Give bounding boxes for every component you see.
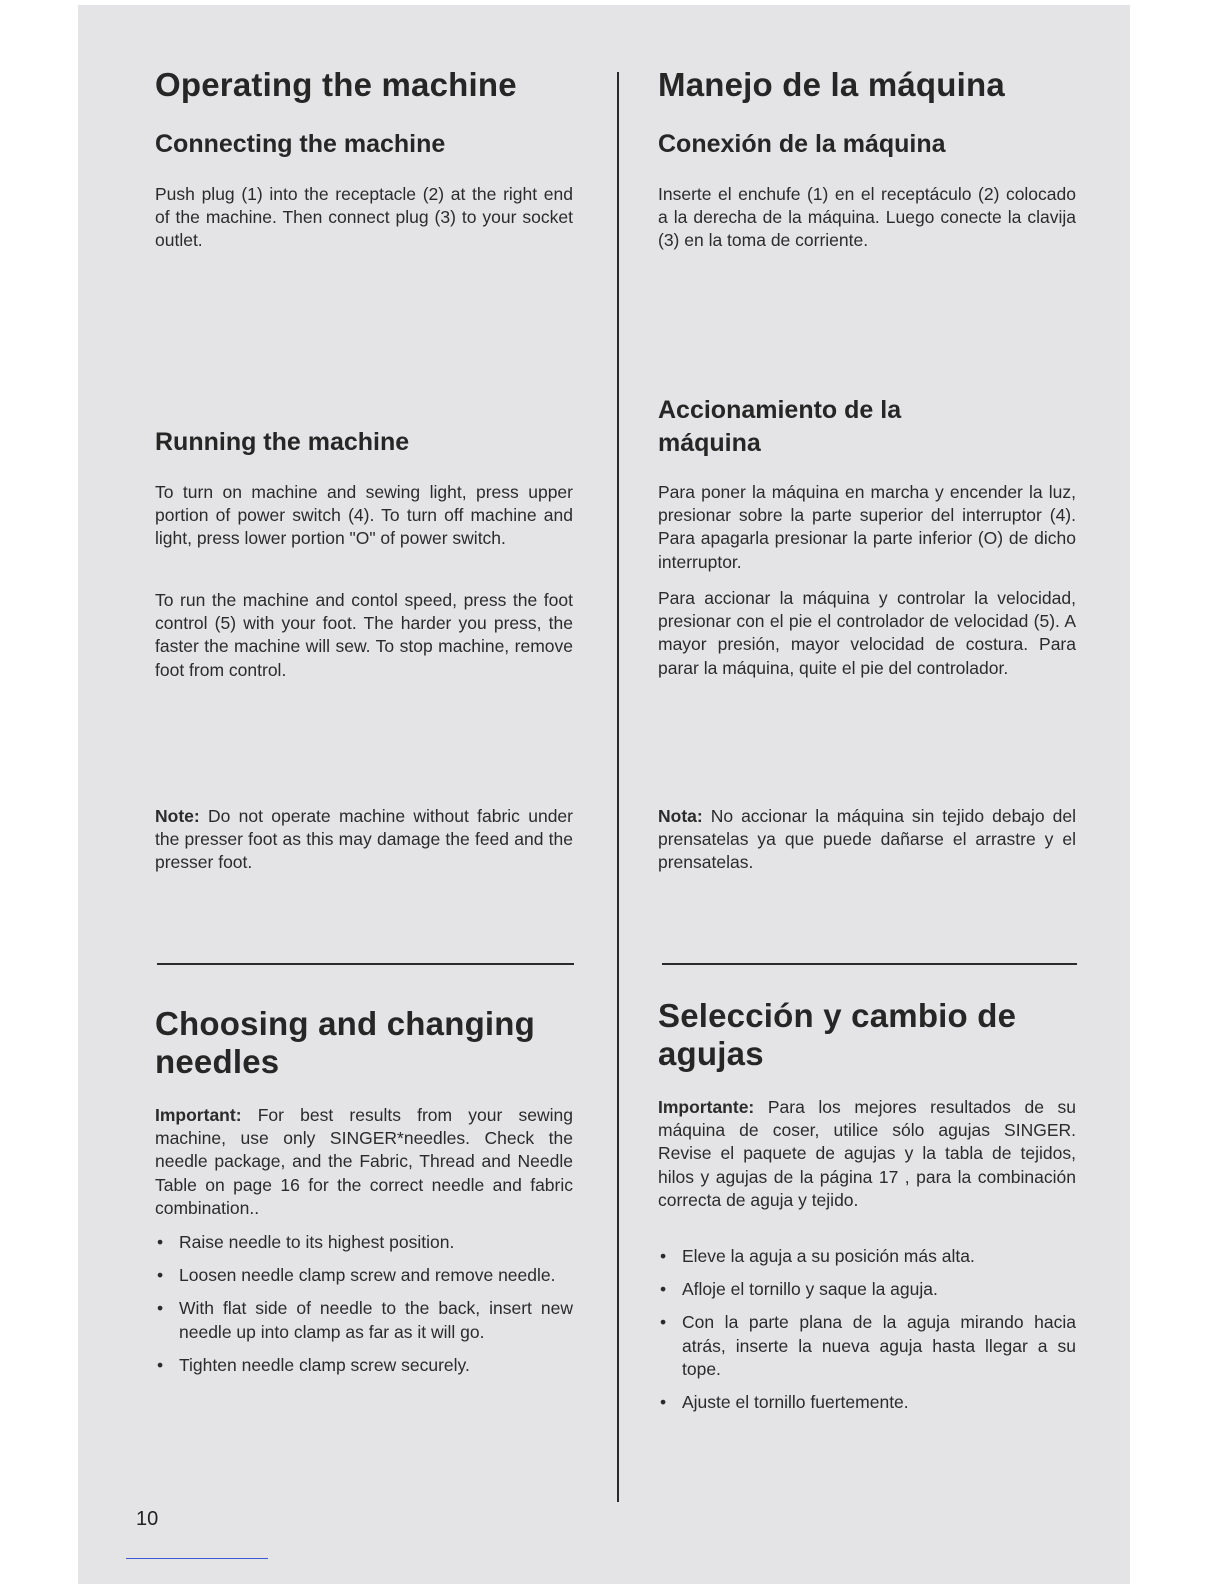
importante-label: Importante: xyxy=(658,1097,755,1117)
important-es xyxy=(658,1096,1076,1212)
bullet-icon: • xyxy=(157,1232,164,1252)
column-divider xyxy=(617,72,619,1502)
bullet-icon: • xyxy=(660,1279,667,1300)
text-accionamiento-1: Para poner la máquina en marcha y encender la luz, presionar sobre la parte superior del interruptor (4). Para apagarla presionar la parte inferior (O) de dicho interruptor. xyxy=(658,482,1076,572)
heading-needles: Choosing and changing needles xyxy=(155,1005,536,1080)
step-text: Ajuste el tornillo fuertemente. xyxy=(682,1392,909,1413)
important-text: For best results from your sewing machine, use only SINGER*needles. Check the needle package, and the Fabric, Thread and Needle Table on page 16 for the correct needle and fabric combination.. xyxy=(155,1105,573,1218)
note-text: Do not operate machine without fabric under the presser foot as this may damage the feed and the presser foot. xyxy=(155,806,573,873)
heading-running: Running the machine xyxy=(155,428,410,456)
step-text: Con la parte plana de la aguja mirando hacia atrás, inserte la nueva aguja hasta llegar a su tope. xyxy=(682,1312,1076,1379)
needle-steps-es xyxy=(658,1245,1076,1414)
heading-agujas: Selección y cambio de agujas xyxy=(658,997,1017,1072)
bullet-icon: • xyxy=(660,1312,667,1333)
bullet-icon: • xyxy=(157,1298,164,1319)
step-text: Afloje el tornillo y saque la aguja. xyxy=(682,1279,938,1300)
footer-link-line xyxy=(126,1558,268,1559)
list-item xyxy=(155,1297,573,1343)
step-text: Tighten needle clamp screw securely. xyxy=(179,1354,470,1375)
step-text: Loosen needle clamp screw and remove needle. xyxy=(179,1265,556,1286)
section-rule-right xyxy=(662,963,1077,965)
note-es xyxy=(658,805,1076,875)
important-label: Important: xyxy=(155,1105,242,1125)
page-number: 10 xyxy=(136,1508,159,1530)
list-item xyxy=(155,1264,573,1287)
list-item xyxy=(155,1354,573,1377)
bullet-icon: • xyxy=(660,1246,667,1266)
heading-connecting: Connecting the machine xyxy=(155,130,446,158)
list-item xyxy=(658,1311,1076,1381)
title-operating: Operating the machine xyxy=(155,66,517,103)
bullet-icon: • xyxy=(157,1265,164,1286)
step-text: Raise needle to its highest position. xyxy=(179,1232,455,1252)
list-item xyxy=(658,1245,1076,1268)
heading-accionamiento: Accionamiento de la máquina xyxy=(658,396,902,457)
list-item xyxy=(658,1278,1076,1301)
step-text: With flat side of needle to the back, insert new needle up into clamp as far as it will go. xyxy=(179,1298,573,1342)
list-item xyxy=(658,1391,1076,1414)
bullet-icon: • xyxy=(157,1354,164,1375)
note-en xyxy=(155,805,573,875)
list-item xyxy=(155,1231,573,1254)
text-conexion: Inserte el enchufe (1) en el receptáculo (2) colocado a la derecha de la máquina. Luego conecte la clavija (3) en la toma de corriente. xyxy=(658,184,1076,251)
needle-steps-en xyxy=(155,1231,573,1377)
nota-label: Nota: xyxy=(658,806,703,826)
importante-text: Para los mejores resultados de su máquina de coser, utilice sólo agujas SINGER. Revise el paquete de agujas y la tabla de tejidos, hilos y agujas de la página 17 , para la combinación correcta de aguja y tejido. xyxy=(658,1097,1077,1210)
nota-text: No accionar la máquina sin tejido debajo del prensatelas ya que puede dañarse el arrastre y el prensatelas. xyxy=(658,806,1076,873)
text-running-2: To run the machine and contol speed, press the foot control (5) with your foot. The harder you press, the faster the machine will sew. To stop machine, remove foot from control. xyxy=(155,590,573,680)
text-accionamiento-2: Para accionar la máquina y controlar la velocidad, presionar con el pie el controlador de velocidad (5). A mayor presión, mayor velocidad de costura. Para parar la máquina, quite el pie del controlador. xyxy=(658,588,1076,678)
important-en xyxy=(155,1104,573,1220)
bullet-icon: • xyxy=(660,1392,667,1413)
note-label: Note: xyxy=(155,806,200,826)
heading-conexion: Conexión de la máquina xyxy=(658,130,946,158)
step-text: Eleve la aguja a su posición más alta. xyxy=(682,1246,975,1266)
text-running-1: To turn on machine and sewing light, press upper portion of power switch (4). To turn off machine and light, press lower portion "O" of power switch. xyxy=(155,482,573,549)
section-rule-left xyxy=(157,963,574,965)
title-manejo: Manejo de la máquina xyxy=(658,66,1005,103)
text-connecting: Push plug (1) into the receptacle (2) at the right end of the machine. Then connect plug (3) to your socket outlet. xyxy=(155,184,573,251)
